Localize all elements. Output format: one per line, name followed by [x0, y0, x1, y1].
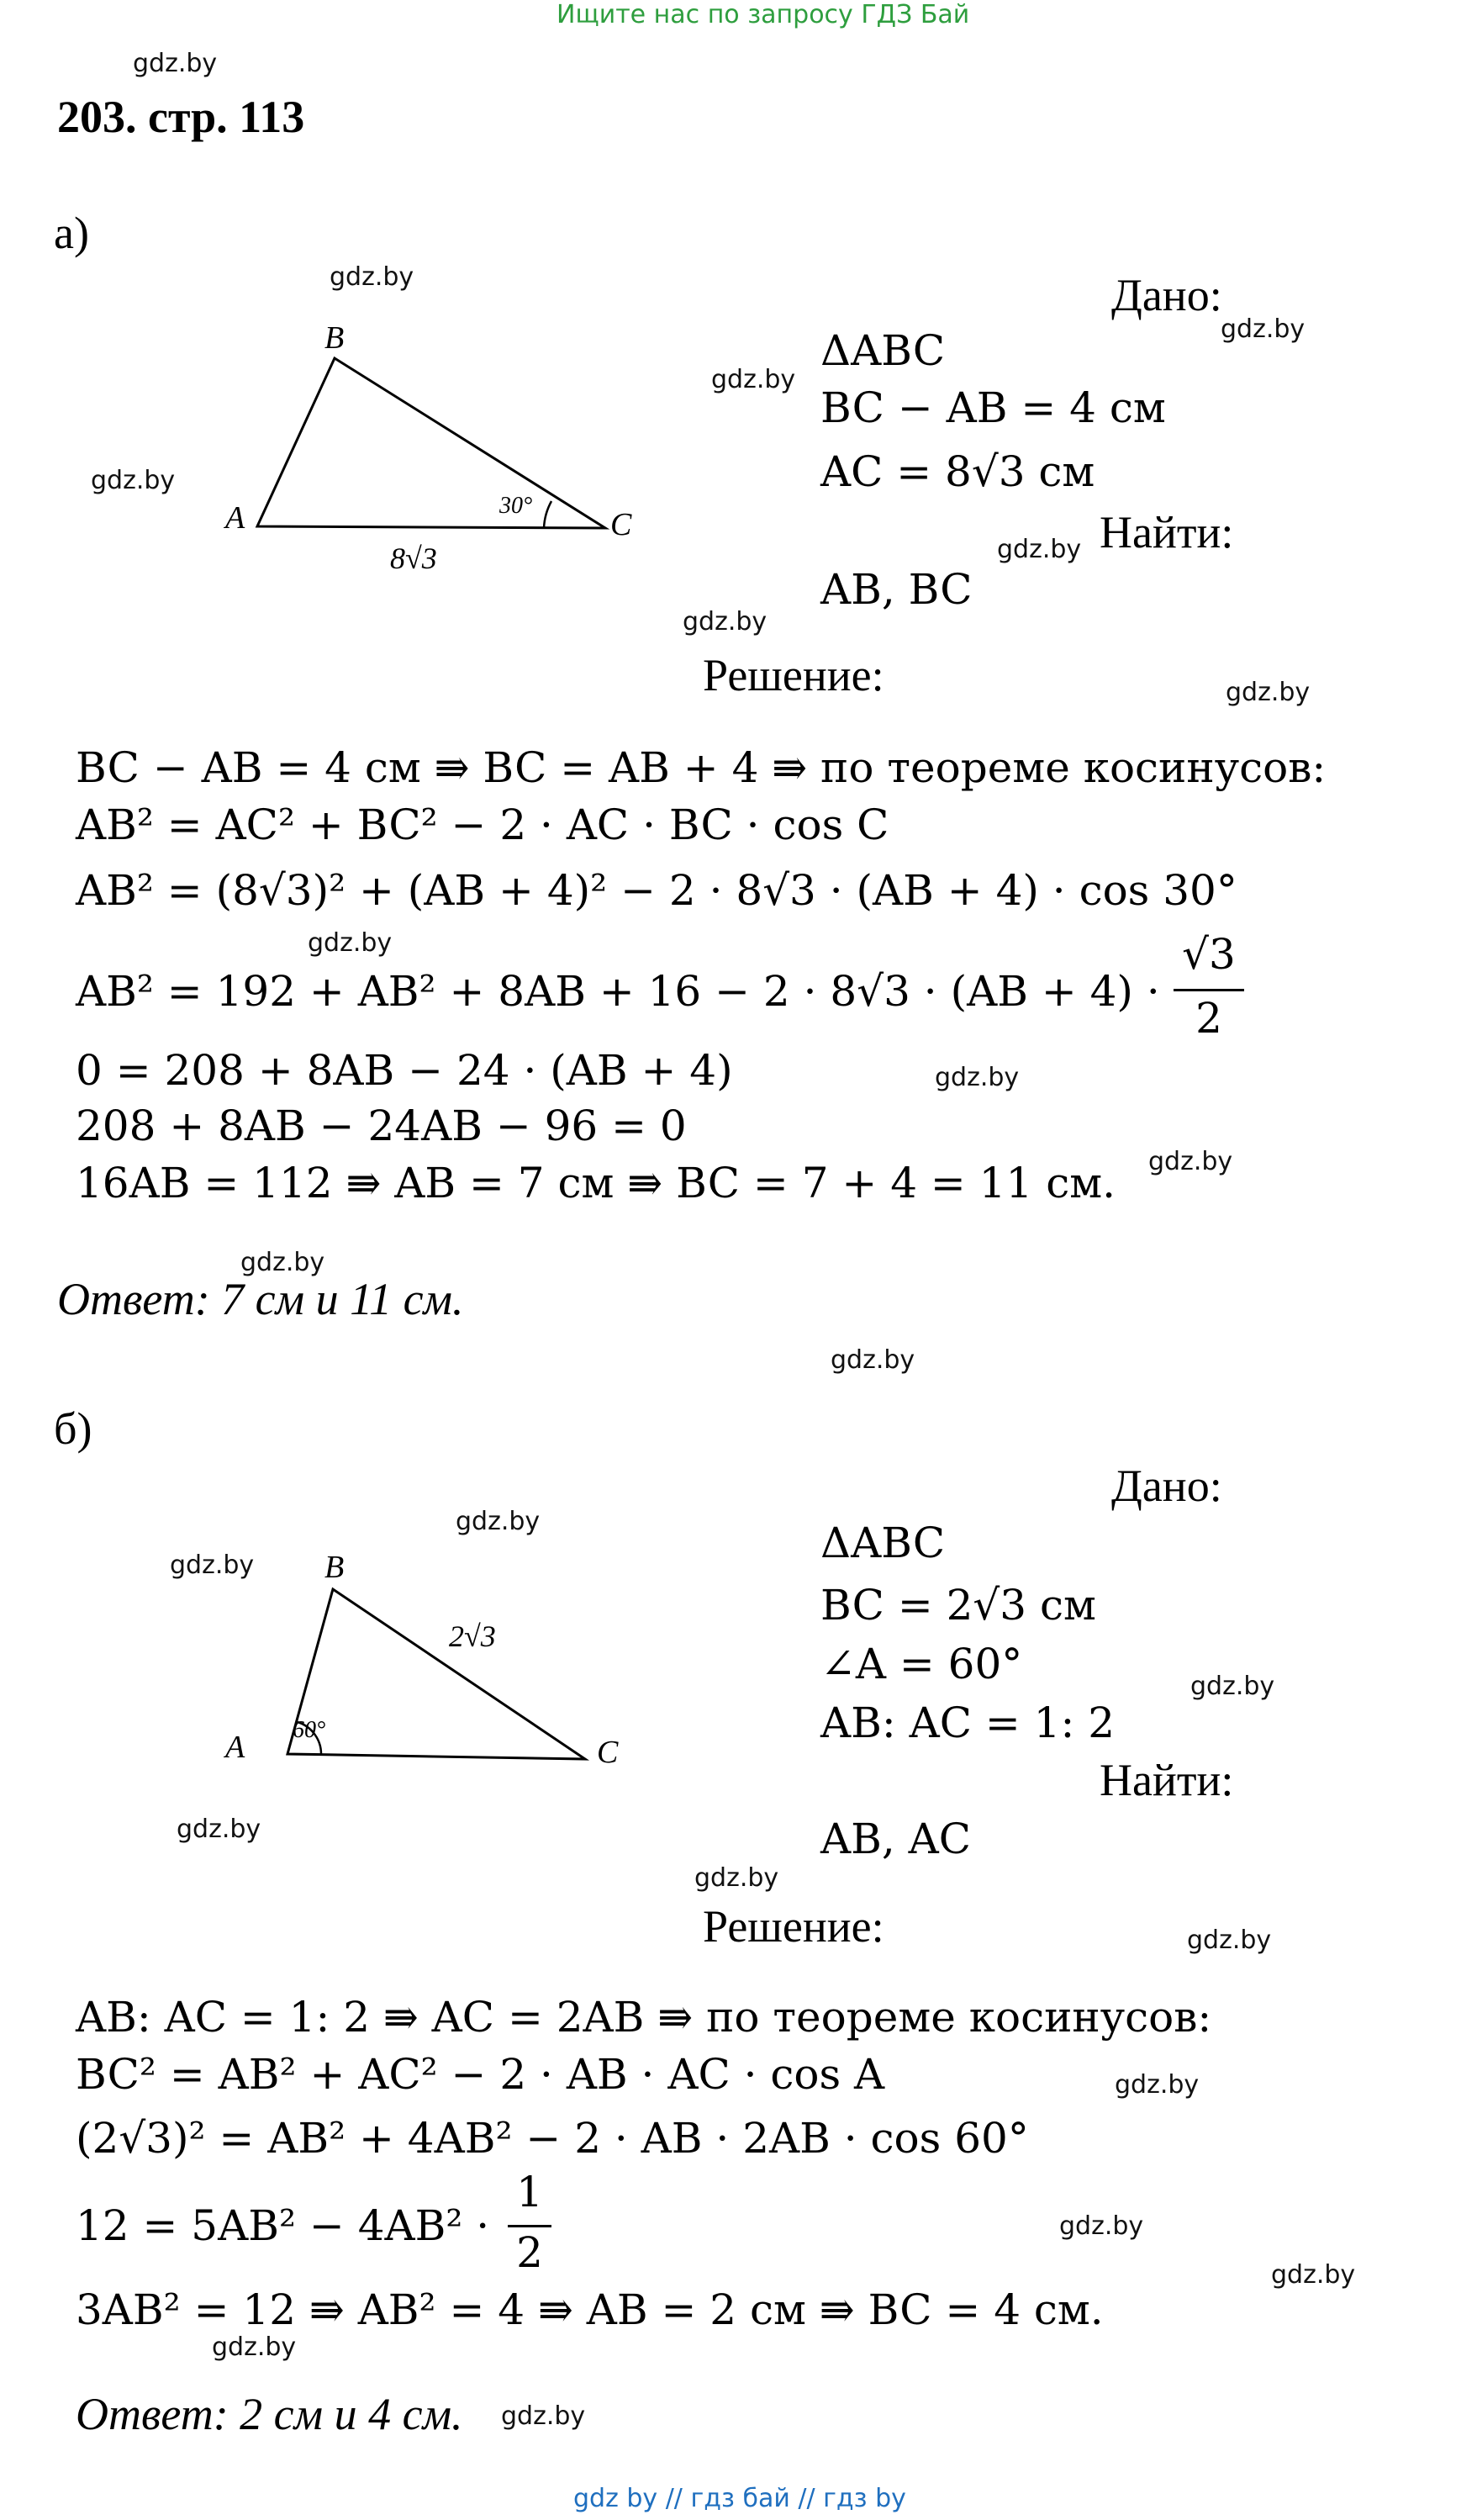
side-bc-label: 2√3: [449, 1619, 496, 1653]
vertex-a-label: A: [225, 1730, 245, 1765]
find-heading: Найти:: [1100, 1755, 1234, 1805]
given-line: ∠A = 60°: [820, 1640, 1023, 1688]
triangle-a-outline: [257, 358, 605, 528]
vertex-b-label: B: [324, 1550, 345, 1585]
watermark: gdz.by: [1190, 1672, 1275, 1701]
angle-a-label: 60°: [293, 1717, 326, 1743]
page-title: 203. стр. 113: [57, 92, 305, 142]
find-value: AB, AC: [820, 1815, 972, 1863]
given-line: AC = 8√3 см: [820, 447, 1095, 496]
footer-links[interactable]: gdz by // гдз бай // гдз by: [573, 2484, 906, 2513]
watermark: gdz.by: [1221, 314, 1306, 344]
given-line: BC = 2√3 см: [820, 1581, 1096, 1630]
watermark: gdz.by: [683, 607, 768, 637]
fraction-denominator: 2: [1195, 994, 1222, 1043]
watermark: gdz.by: [1226, 678, 1311, 707]
given-line: ΔABC: [820, 1519, 946, 1567]
vertex-c-label: C: [597, 1735, 619, 1770]
part-a-label: а): [54, 208, 89, 258]
triangle-b-outline: [287, 1589, 585, 1759]
watermark: gdz.by: [133, 49, 218, 78]
solution-line: 16AB = 112 ⇛ AB = 7 см ⇛ BC = 7 + 4 = 11 см.: [76, 1159, 1116, 1207]
solution-line: 3AB² = 12 ⇛ AB² = 4 ⇛ AB = 2 см ⇛ BC = 4 см.: [76, 2285, 1104, 2334]
given-line: AB: AC = 1: 2: [820, 1698, 1115, 1747]
answer-a: Ответ: 7 см и 11 см.: [57, 1274, 464, 1324]
watermark: gdz.by: [1115, 2070, 1200, 2100]
solution-heading: Решение:: [703, 650, 884, 700]
given-heading: Дано:: [1111, 270, 1222, 320]
given-line: BC − AB = 4 см: [820, 383, 1166, 432]
watermark: gdz.by: [308, 928, 393, 958]
fraction-numerator: 1: [516, 2168, 543, 2216]
fraction-bar: [1174, 989, 1244, 991]
triangle-b-figure: [210, 1539, 664, 1791]
watermark: gdz.by: [1187, 1926, 1272, 1955]
watermark: gdz.by: [170, 1551, 255, 1580]
answer-b: Ответ: 2 см и 4 см.: [76, 2389, 463, 2439]
vertex-a-label: A: [225, 500, 245, 536]
watermark: gdz.by: [501, 2401, 586, 2431]
solution-line: (2√3)² = AB² + 4AB² − 2 · AB · 2AB · cos 60°: [76, 2114, 1029, 2163]
triangle-a-figure: [210, 311, 664, 589]
watermark: gdz.by: [330, 262, 414, 292]
watermark: gdz.by: [1271, 2260, 1356, 2290]
watermark: gdz.by: [177, 1815, 261, 1844]
solution-line: 12 = 5AB² − 4AB² ·: [76, 2201, 490, 2250]
top-banner[interactable]: Ищите нас по запросу ГДЗ Бай: [557, 0, 970, 29]
solution-line: AB: AC = 1: 2 ⇛ AC = 2AB ⇛ по теореме косинусов:: [76, 1993, 1212, 2042]
side-ac-label: 8√3: [390, 542, 437, 575]
solution-line: 0 = 208 + 8AB − 24 · (AB + 4): [76, 1046, 733, 1095]
solution-heading: Решение:: [703, 1901, 884, 1952]
watermark: gdz.by: [1148, 1147, 1233, 1176]
solution-line: AB² = 192 + AB² + 8AB + 16 − 2 · 8√3 · (AB + 4) ·: [76, 967, 1160, 1016]
part-b-label: б): [54, 1403, 92, 1454]
watermark: gdz.by: [831, 1345, 915, 1375]
find-heading: Найти:: [1100, 507, 1234, 557]
solution-line: BC − AB = 4 см ⇛ BC = AB + 4 ⇛ по теореме косинусов:: [76, 743, 1327, 792]
fraction-numerator: √3: [1182, 930, 1236, 979]
watermark: gdz.by: [456, 1507, 541, 1536]
solution-line: AB² = (8√3)² + (AB + 4)² − 2 · 8√3 · (AB + 4) · cos 30°: [76, 866, 1237, 915]
vertex-b-label: B: [324, 320, 345, 356]
watermark: gdz.by: [694, 1863, 779, 1893]
watermark: gdz.by: [711, 365, 796, 394]
angle-c-label: 30°: [499, 493, 533, 519]
vertex-c-label: C: [610, 507, 632, 542]
watermark: gdz.by: [212, 2332, 297, 2362]
fraction-denominator: 2: [516, 2228, 543, 2277]
angle-c-arc: [544, 501, 551, 528]
watermark: gdz.by: [1059, 2211, 1144, 2241]
watermark: gdz.by: [935, 1063, 1020, 1092]
solution-line: 208 + 8AB − 24AB − 96 = 0: [76, 1102, 687, 1150]
solution-line: AB² = AC² + BC² − 2 · AC · BC · cos C: [76, 800, 889, 849]
given-line: ΔABC: [820, 326, 946, 375]
solution-line: BC² = AB² + AC² − 2 · AB · AC · cos A: [76, 2050, 885, 2099]
given-heading: Дано:: [1111, 1461, 1222, 1511]
watermark: gdz.by: [997, 535, 1082, 564]
watermark: gdz.by: [91, 466, 176, 495]
watermark: gdz.by: [240, 1248, 325, 1277]
find-value: AB, BC: [820, 565, 973, 614]
fraction-bar: [508, 2225, 551, 2227]
